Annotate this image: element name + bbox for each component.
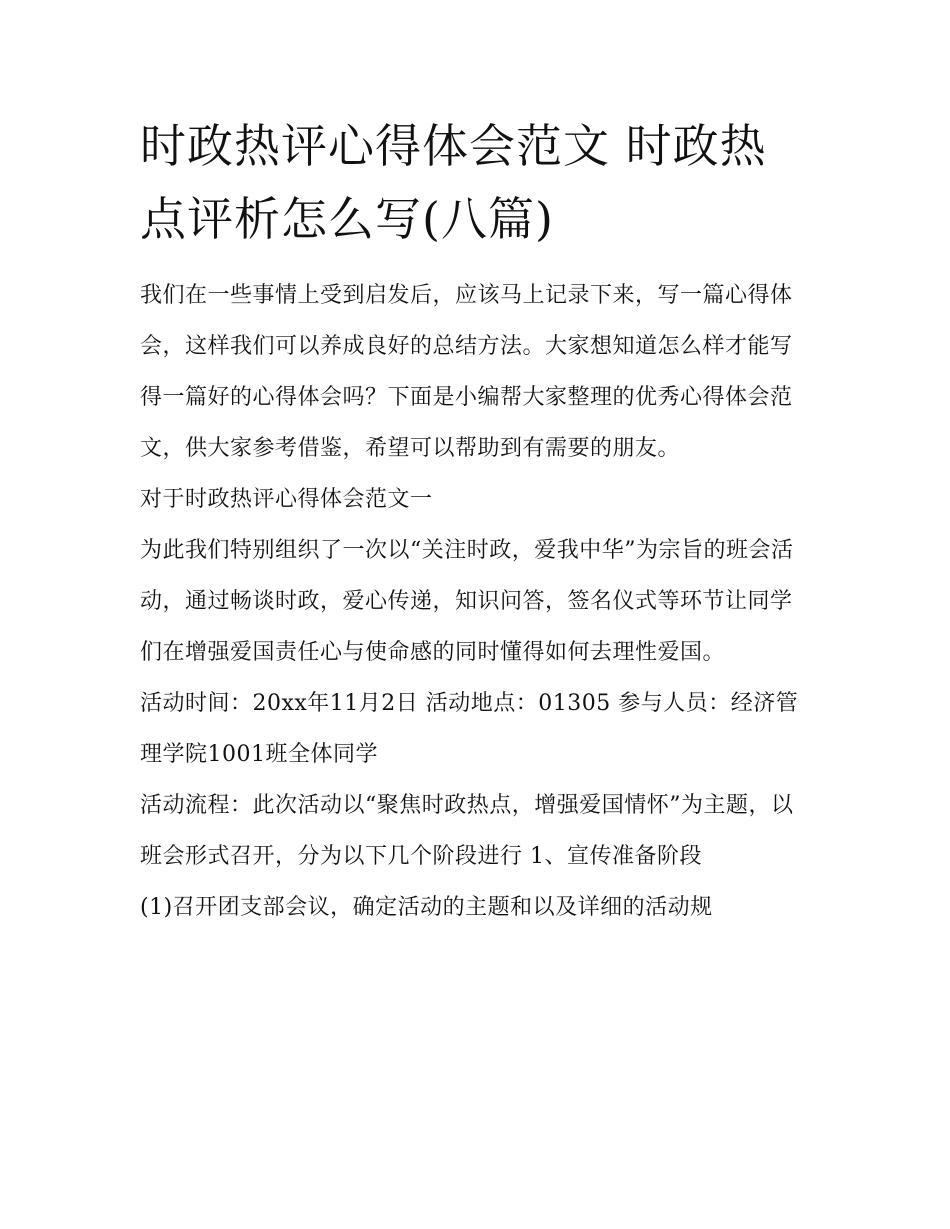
activity-purpose-paragraph: 为此我们特别组织了一次以“关注时政，爱我中华”为宗旨的班会活动，通过畅谈时政，爱心传递，知识问答，签名仪式等环节让同学们在增强爱国责任心与使命感的同时懂得如何去理性爱国。 <box>140 538 794 665</box>
document-page <box>140 110 812 933</box>
activity-info-paragraph: 活动时间：20xx年11月2日 活动地点：01305 参与人员：经济管理学院1001班全体同学 <box>140 691 799 767</box>
intro-paragraph: 我们在一些事情上受到启发后，应该马上记录下来，写一篇心得体会，这样我们可以养成良好的总结方法。大家想知道怎么样才能写得一篇好的心得体会吗？下面是小编帮大家整理的优秀心得体会范文，供大家参考借鉴，希望可以帮助到有需要的朋友。 <box>140 283 793 461</box>
document-title: 时政热评心得体会范文 时政热点评析怎么写(八篇) <box>140 119 767 246</box>
section-heading: 对于时政热评心得体会范文一 <box>140 487 433 512</box>
process-step-paragraph: (1)召开团支部会议，确定活动的主题和以及详细的活动规 <box>140 895 713 920</box>
activity-process-paragraph: 活动流程：此次活动以“聚焦时政热点，增强爱国情怀”为主题，以班会形式召开，分为以下几个阶段进行 1、宣传准备阶段 <box>140 793 794 869</box>
